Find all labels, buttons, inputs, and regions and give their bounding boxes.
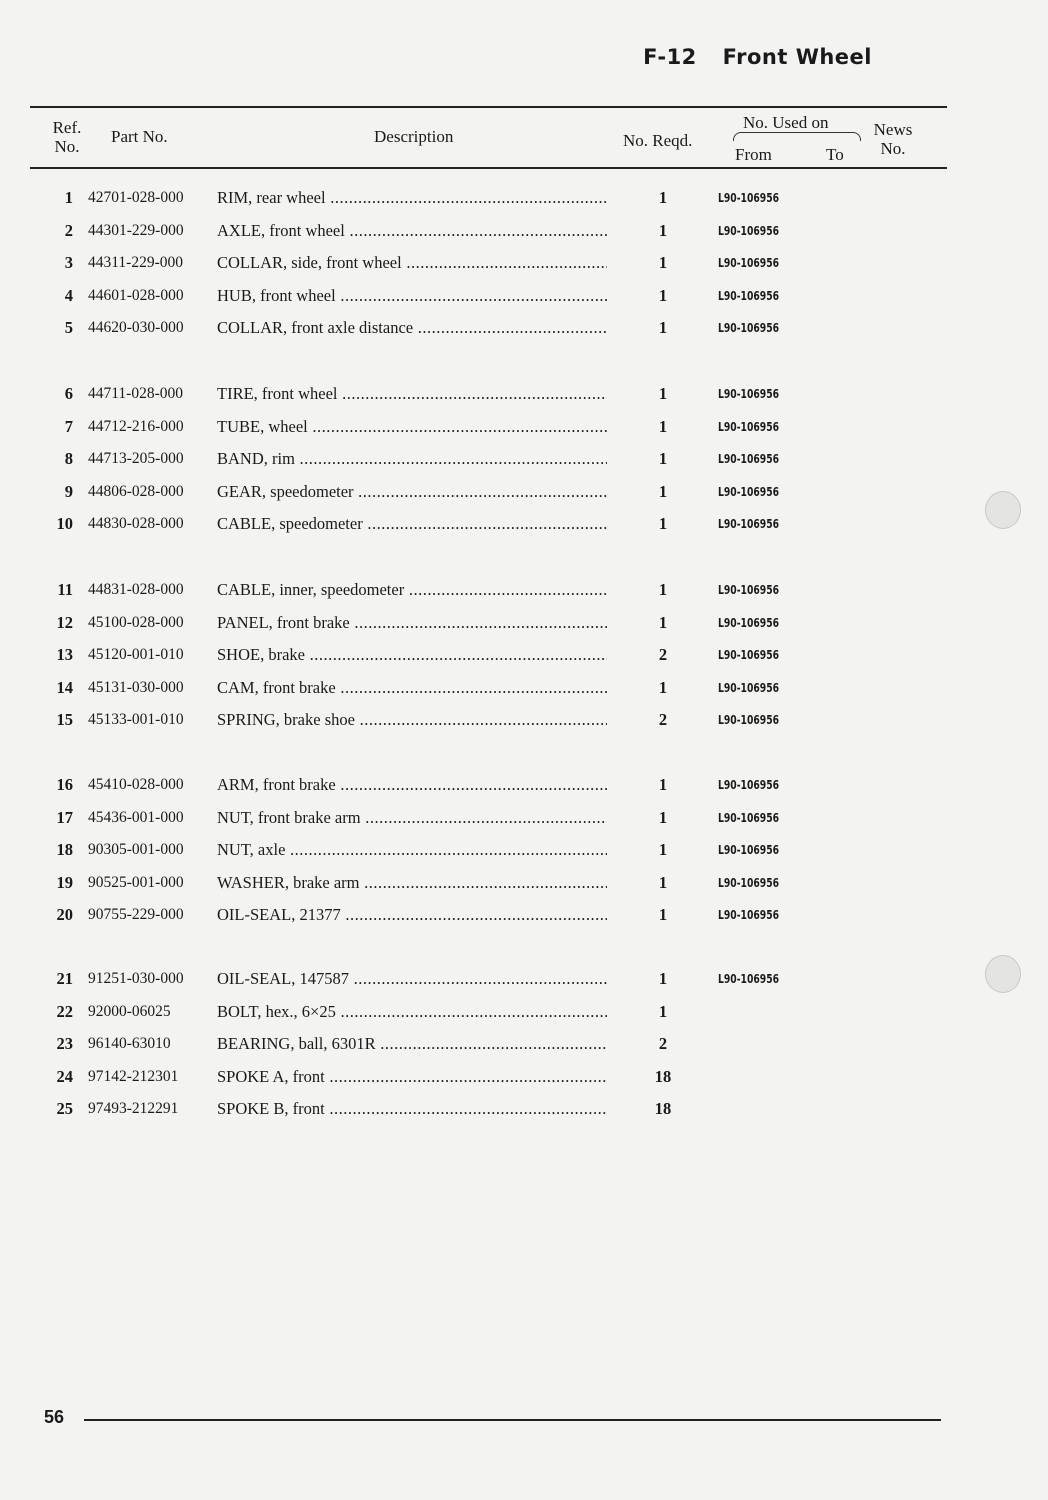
part-no-cell: 44601-028-000 xyxy=(88,287,184,304)
description-cell: NUT, front brake arm ..... xyxy=(217,806,607,830)
description-cell: HUB, front wheel ..... xyxy=(217,284,607,308)
used-from-cell: L90-106956 xyxy=(718,680,780,695)
description-cell: CABLE, speedometer ..... xyxy=(217,512,607,536)
part-no-cell: 44831-028-000 xyxy=(88,581,184,598)
used-from-cell: L90-106956 xyxy=(718,516,780,531)
description-cell: OIL-SEAL, 147587 ..... xyxy=(217,967,607,991)
column-header-no-reqd: No. Reqd. xyxy=(623,131,693,150)
ref-no-cell: 8 xyxy=(64,449,73,468)
description-cell: OIL-SEAL, 21377 ..... xyxy=(217,903,607,927)
description-cell: CABLE, inner, speedometer ..... xyxy=(217,578,607,602)
part-no-cell: 97142-212301 xyxy=(88,1068,179,1085)
part-no-cell: 97493-212291 xyxy=(88,1100,179,1117)
ref-no-cell: 14 xyxy=(56,678,73,697)
used-from-cell: L90-106956 xyxy=(718,875,780,890)
no-reqd-cell: 1 xyxy=(658,580,668,599)
part-no-cell: 45120-001-010 xyxy=(88,646,184,663)
description-cell: SHOE, brake ..... xyxy=(217,643,607,667)
description-cell: NUT, axle ..... xyxy=(217,838,607,862)
table-row xyxy=(0,578,1048,602)
part-no-cell: 44830-028-000 xyxy=(88,515,184,532)
column-header-news-no: News No. xyxy=(873,120,913,158)
ref-no-cell: 22 xyxy=(56,1002,73,1021)
ref-no-cell: 12 xyxy=(56,613,73,632)
column-header-description: Description xyxy=(374,127,454,146)
table-row xyxy=(0,1065,1048,1089)
used-from-cell: L90-106956 xyxy=(718,582,780,597)
no-reqd-cell: 1 xyxy=(658,775,668,794)
no-reqd-cell: 1 xyxy=(658,482,668,501)
no-reqd-cell: 1 xyxy=(658,514,668,533)
part-no-cell: 44301-229-000 xyxy=(88,222,184,239)
table-row xyxy=(0,806,1048,830)
description-cell: WASHER, brake arm ..... xyxy=(217,871,607,895)
description-cell: COLLAR, front axle distance ..... xyxy=(217,316,607,340)
table-row xyxy=(0,415,1048,439)
binder-hole xyxy=(985,955,1021,993)
description-cell: COLLAR, side, front wheel ..... xyxy=(217,251,607,275)
ref-no-cell: 11 xyxy=(57,580,73,599)
no-reqd-cell: 1 xyxy=(658,1002,668,1021)
column-header-no-used-on: No. Used on xyxy=(743,113,829,132)
footer-rule xyxy=(84,1419,941,1421)
used-from-cell: L90-106956 xyxy=(718,419,780,434)
no-reqd-cell: 1 xyxy=(658,905,668,924)
part-no-cell: 44806-028-000 xyxy=(88,483,184,500)
no-reqd-cell: 1 xyxy=(658,417,668,436)
used-from-cell: L90-106956 xyxy=(718,320,780,335)
table-row xyxy=(0,284,1048,308)
description-cell: RIM, rear wheel ..... xyxy=(217,186,607,210)
column-header-part-no: Part No. xyxy=(111,127,168,146)
part-no-cell: 96140-63010 xyxy=(88,1035,171,1052)
no-reqd-cell: 18 xyxy=(654,1067,672,1086)
used-from-cell: L90-106956 xyxy=(718,190,780,205)
ref-no-cell: 20 xyxy=(56,905,73,924)
ref-no-cell: 16 xyxy=(56,775,73,794)
table-row xyxy=(0,611,1048,635)
no-reqd-cell: 1 xyxy=(658,873,668,892)
table-row xyxy=(0,186,1048,210)
description-cell: TUBE, wheel ..... xyxy=(217,415,607,439)
part-no-cell: 44712-216-000 xyxy=(88,418,184,435)
ref-no-cell: 2 xyxy=(64,221,73,240)
ref-no-cell: 15 xyxy=(56,710,73,729)
description-cell: PANEL, front brake ..... xyxy=(217,611,607,635)
table-row xyxy=(0,871,1048,895)
used-from-cell: L90-106956 xyxy=(718,810,780,825)
part-no-cell: 45133-001-010 xyxy=(88,711,184,728)
ref-no-cell: 3 xyxy=(64,253,73,272)
description-cell: SPOKE B, front ..... xyxy=(217,1097,607,1121)
description-cell: TIRE, front wheel ..... xyxy=(217,382,607,406)
table-row xyxy=(0,643,1048,667)
table-row xyxy=(0,676,1048,700)
table-row xyxy=(0,967,1048,991)
ref-no-cell: 19 xyxy=(56,873,73,892)
ref-no-cell: 23 xyxy=(56,1034,73,1053)
part-no-cell: 42701-028-000 xyxy=(88,189,184,206)
ref-no-cell: 18 xyxy=(56,840,73,859)
table-row xyxy=(0,447,1048,471)
used-from-cell: L90-106956 xyxy=(718,777,780,792)
description-cell: SPRING, brake shoe ..... xyxy=(217,708,607,732)
no-reqd-cell: 2 xyxy=(658,710,668,729)
ref-no-cell: 21 xyxy=(56,969,73,988)
part-no-cell: 45436-001-000 xyxy=(88,809,184,826)
used-from-cell: L90-106956 xyxy=(718,647,780,662)
table-row xyxy=(0,251,1048,275)
part-no-cell: 90525-001-000 xyxy=(88,874,184,891)
table-row xyxy=(0,219,1048,243)
ref-no-cell: 10 xyxy=(56,514,73,533)
table-row xyxy=(0,773,1048,797)
description-cell: AXLE, front wheel ..... xyxy=(217,219,607,243)
table-row xyxy=(0,903,1048,927)
part-no-cell: 44311-229-000 xyxy=(88,254,183,271)
part-no-cell: 90755-229-000 xyxy=(88,906,184,923)
section-title: Front Wheel xyxy=(722,45,872,69)
table-row xyxy=(0,1097,1048,1121)
table-row xyxy=(0,382,1048,406)
no-reqd-cell: 1 xyxy=(658,808,668,827)
no-reqd-cell: 1 xyxy=(658,188,668,207)
table-row xyxy=(0,708,1048,732)
used-from-cell: L90-106956 xyxy=(718,255,780,270)
no-reqd-cell: 1 xyxy=(658,384,668,403)
section-code: F-12 xyxy=(643,45,697,69)
used-from-cell: L90-106956 xyxy=(718,907,780,922)
table-row xyxy=(0,512,1048,536)
description-cell: BOLT, hex., 6×25 ..... xyxy=(217,1000,607,1024)
part-no-cell: 91251-030-000 xyxy=(88,970,184,987)
no-reqd-cell: 1 xyxy=(658,318,668,337)
table-row xyxy=(0,1032,1048,1056)
description-cell: BAND, rim ..... xyxy=(217,447,607,471)
part-no-cell: 45131-030-000 xyxy=(88,679,184,696)
ref-no-cell: 6 xyxy=(64,384,73,403)
used-from-cell: L90-106956 xyxy=(718,386,780,401)
no-reqd-cell: 1 xyxy=(658,221,668,240)
column-header-ref-no: Ref. No. xyxy=(52,118,82,156)
part-no-cell: 44713-205-000 xyxy=(88,450,184,467)
used-from-cell: L90-106956 xyxy=(718,484,780,499)
ref-no-cell: 1 xyxy=(64,188,73,207)
table-row xyxy=(0,480,1048,504)
ref-no-cell: 4 xyxy=(64,286,73,305)
column-header-from: From xyxy=(735,145,772,164)
table-row xyxy=(0,838,1048,862)
used-from-cell: L90-106956 xyxy=(718,971,780,986)
no-reqd-cell: 2 xyxy=(658,1034,668,1053)
column-header-to: To xyxy=(826,145,844,164)
no-reqd-cell: 1 xyxy=(658,253,668,272)
ref-no-cell: 17 xyxy=(56,808,73,827)
no-reqd-cell: 1 xyxy=(658,969,668,988)
no-reqd-cell: 1 xyxy=(658,678,668,697)
page-number: 56 xyxy=(44,1407,65,1427)
description-cell: SPOKE A, front ..... xyxy=(217,1065,607,1089)
used-from-cell: L90-106956 xyxy=(718,712,780,727)
no-reqd-cell: 1 xyxy=(658,613,668,632)
no-reqd-cell: 18 xyxy=(654,1099,672,1118)
binder-hole xyxy=(985,491,1021,529)
description-cell: GEAR, speedometer ..... xyxy=(217,480,607,504)
ref-no-cell: 9 xyxy=(64,482,73,501)
ref-no-cell: 25 xyxy=(56,1099,73,1118)
table-row xyxy=(0,1000,1048,1024)
ref-no-cell: 13 xyxy=(56,645,73,664)
table-row xyxy=(0,316,1048,340)
no-reqd-cell: 1 xyxy=(658,840,668,859)
used-from-cell: L90-106956 xyxy=(718,615,780,630)
used-from-cell: L90-106956 xyxy=(718,842,780,857)
description-cell: CAM, front brake ..... xyxy=(217,676,607,700)
part-no-cell: 44620-030-000 xyxy=(88,319,184,336)
part-no-cell: 92000-06025 xyxy=(88,1003,171,1020)
part-no-cell: 45410-028-000 xyxy=(88,776,184,793)
description-cell: ARM, front brake ..... xyxy=(217,773,607,797)
no-reqd-cell: 2 xyxy=(658,645,668,664)
no-reqd-cell: 1 xyxy=(658,286,668,305)
ref-no-cell: 24 xyxy=(56,1067,73,1086)
part-no-cell: 45100-028-000 xyxy=(88,614,184,631)
used-from-cell: L90-106956 xyxy=(718,451,780,466)
used-from-cell: L90-106956 xyxy=(718,288,780,303)
ref-no-cell: 7 xyxy=(64,417,73,436)
part-no-cell: 90305-001-000 xyxy=(88,841,184,858)
ref-no-cell: 5 xyxy=(64,318,73,337)
part-no-cell: 44711-028-000 xyxy=(88,385,183,402)
description-cell: BEARING, ball, 6301R ..... xyxy=(217,1032,607,1056)
no-reqd-cell: 1 xyxy=(658,449,668,468)
used-from-cell: L90-106956 xyxy=(718,223,780,238)
